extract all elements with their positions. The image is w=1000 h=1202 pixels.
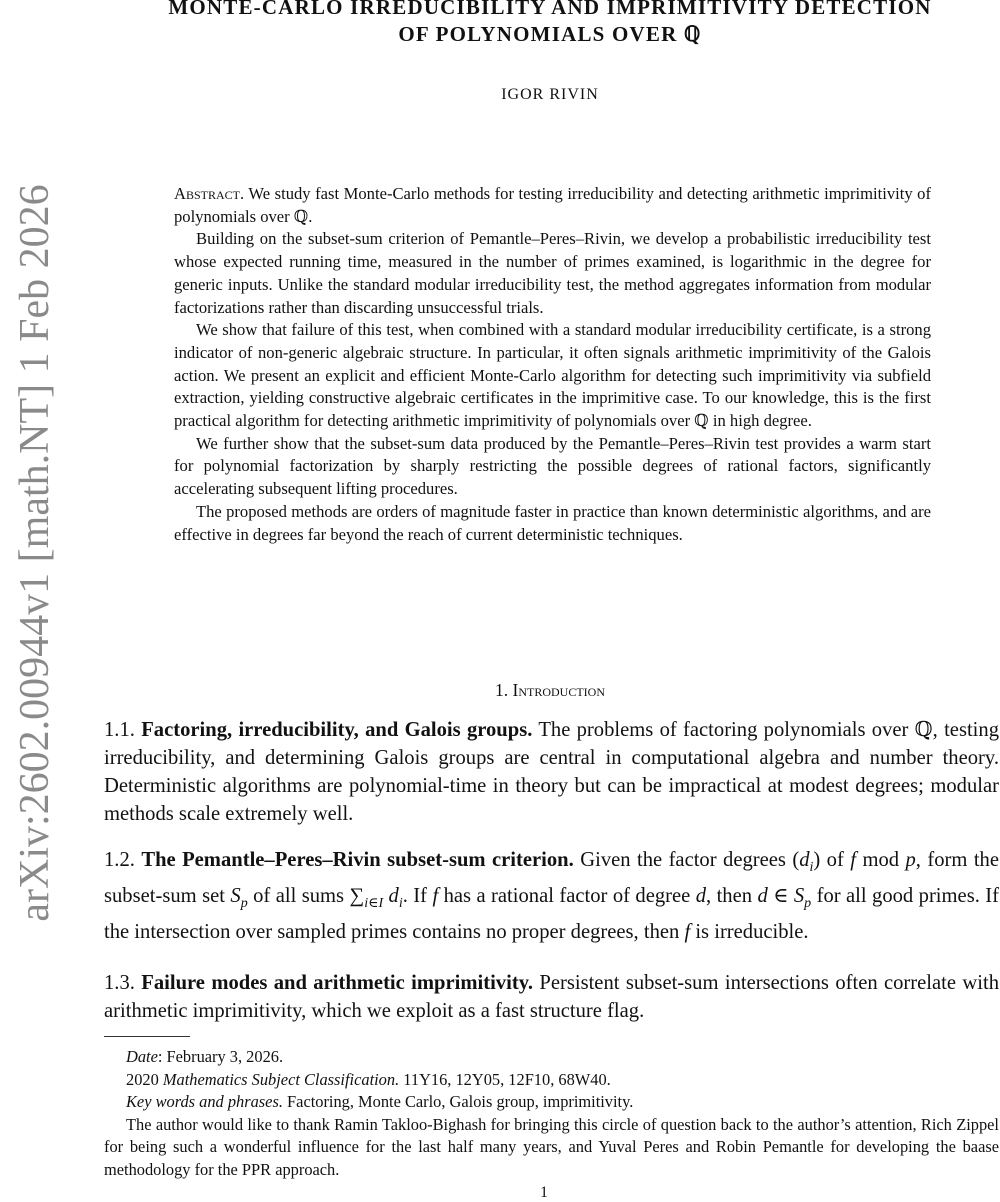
keywords-label: Key words and phrases.: [126, 1092, 283, 1112]
subsection-number: 1.2.: [104, 849, 135, 871]
abstract-p3: We show that failure of this test, when combined with a standard modular irreducibility certificate, is a strong indicator of non-generic algebraic structure. In particular, it often signals arithmetic imprimitivity of the Galois action. We present an explicit and efficient Monte-Carlo algorithm for detecting such imprimitivity via subfield extraction, yielding constructive algebraic certificates in the imprimitive case. To our knowledge, this is the first practical algorithm for detecting arithmetic imprimitivity of polynomials over ℚ in high degree.: [174, 320, 931, 431]
msc-value: 11Y16, 12Y05, 12F10, 68W40.: [403, 1069, 611, 1089]
abstract-p1: We study fast Monte-Carlo methods for testing irreducibility and detecting arithmetic imprimitivity of polynomials over ℚ.: [174, 184, 932, 226]
title-line-2: OF POLYNOMIALS OVER ℚ: [398, 22, 702, 46]
subsection-1-3: [104, 969, 999, 1025]
text-run: mod: [856, 849, 906, 871]
title-line-1: MONTE-CARLO IRREDUCIBILITY AND IMPRIMITIVITY DETECTION: [168, 0, 932, 19]
subsection-1-1: [104, 716, 999, 828]
footnote-rule: [104, 1036, 190, 1037]
footnote-keywords: [104, 1091, 999, 1114]
date-value: : February 3, 2026.: [157, 1047, 284, 1066]
text-run: ) of: [813, 849, 851, 871]
footnote-msc: [104, 1069, 999, 1092]
subsection-text: Persistent subset-sum intersections often correlate with arithmetic imprimitivity, which we exploit as a fast structure flag.: [104, 972, 999, 1022]
subsection-heading: Factoring, irreducibility, and Galois groups.: [141, 719, 533, 741]
section-number: 1.: [495, 680, 509, 700]
text-run: is irreducible.: [690, 921, 809, 944]
subsection-text: The problems of factoring polynomials over ℚ, testing irreducibility, and determining Galois groups are central in computational algebra and number theory. Deterministic algorithms are polynomial-time in theory but can be impractical at modest degrees; modular methods scale extremely well.: [104, 719, 999, 825]
text-run: , then: [706, 885, 758, 908]
msc-year: 2020: [126, 1069, 159, 1089]
arxiv-identifier: arXiv:2602.00944v1 [math.NT] 1 Feb 2026: [12, 184, 58, 922]
subsection-1-2: 1.2. The Pemantle–Peres–Rivin subset-sum criterion. Given the factor degrees $(d_i)$ of f mod p, form the subset-sum set $S_p$ of all sums $\sum_{i\in I}$ $d_i$. If f has a rational factor of degree d, then d ∈ $S_p$ for all good primes. If the intersection over sampled primes contains no proper degrees, then f is irreducible.: [104, 849, 999, 944]
section-heading: [100, 680, 1000, 701]
subsection-number: 1.1.: [104, 719, 135, 741]
abstract-p5: The proposed methods are orders of magnitude faster in practice than known deterministic algorithms, and are effective in degrees far beyond the reach of current deterministic techniques.: [174, 501, 931, 544]
text-run: of all sums: [247, 885, 350, 908]
text-run: for all good primes. If the intersection over sampled primes contains no proper degrees, then: [104, 885, 999, 944]
keywords-value: Factoring, Monte Carlo, Galois group, imprimitivity.: [287, 1092, 634, 1112]
subsection-number: 1.3.: [104, 972, 135, 994]
subsection-heading: Failure modes and arithmetic imprimitivity.: [141, 972, 533, 994]
abstract: Abstract. We study fast Monte-Carlo methods for testing irreducibility and detecting arithmetic imprimitivity of polynomials over ℚ. Building on the subset-sum criterion of Pemantle–Peres–Rivin, we develop a probabilistic irreducibility test whose expected running time, measured in the number of primes examined, is logarithmic in the degree for generic inputs. Unlike the standard modular irreducibility test, the method aggregates information from modular factorizations rather than discarding unsuccessful trials. We show that failure of this test, when combined with a standard modular irreducibility certificate, is a strong indicator of non-generic algebraic structure. In particular, it often signals arithmetic imprimitivity of the Galois action. We present an explicit and efficient Monte-Carlo algorithm for detecting such imprimitivity via subfield extraction, yielding constructive algebraic certificates in the imprimitive case. To our knowledge, this is the first practical algorithm for detecting arithmetic imprimitivity of polynomials over ℚ in high degree. We further show that the subset-sum data produced by the Pemantle–Peres–Rivin test provides a warm start for polynomial factorization by sharply restricting the possible degrees of rational factors, significantly accelerating subsequent lifting procedures. The proposed methods are orders of magnitude faster in practice than known deterministic algorithms, and are effective in degrees far beyond the reach of current deterministic techniques.: [174, 183, 931, 546]
abstract-label: Abstract: [174, 184, 240, 203]
text-run: has a rational factor of degree: [438, 885, 696, 908]
abstract-p2: Building on the subset-sum criterion of Pemantle–Peres–Rivin, we develop a probabilistic irreducibility test whose expected running time, measured in the number of primes examined, is logarithmic in the degree for generic inputs. Unlike the standard modular irreducibility test, the method aggregates information from modular factorizations rather than discarding unsuccessful trials.: [174, 229, 931, 317]
text-run: . If: [402, 885, 433, 908]
page-number: 1: [540, 1184, 548, 1201]
footnote-thanks: The author would like to thank Ramin Takloo-Bighash for bringing this circle of question back to the author’s attention, Rich Zippel for being such a wonderful influence for the last half many years, and Yuval Peres and Robin Pemantle for developing the baase methodology for the PPR approach.: [104, 1114, 999, 1179]
footnotes: [104, 1046, 999, 1182]
section-title: Introduction: [512, 680, 605, 700]
author-name: IGOR RIVIN: [501, 86, 599, 103]
text-run: , form the subset-sum set: [104, 849, 999, 908]
abstract-p4: We further show that the subset-sum data produced by the Pemantle–Peres–Rivin test provides a warm start for polynomial factorization by sharply restricting the possible degrees of rational factors, significantly accelerating subsequent lifting procedures.: [174, 433, 931, 499]
text-run: Given the factor degrees (: [580, 849, 800, 871]
footnote-date: [104, 1046, 999, 1069]
paper-title: [100, 0, 1000, 48]
subsection-heading: The Pemantle–Peres–Rivin subset-sum criterion.: [141, 849, 574, 871]
date-label: Date: [126, 1047, 158, 1066]
msc-label: Mathematics Subject Classification.: [162, 1069, 400, 1089]
